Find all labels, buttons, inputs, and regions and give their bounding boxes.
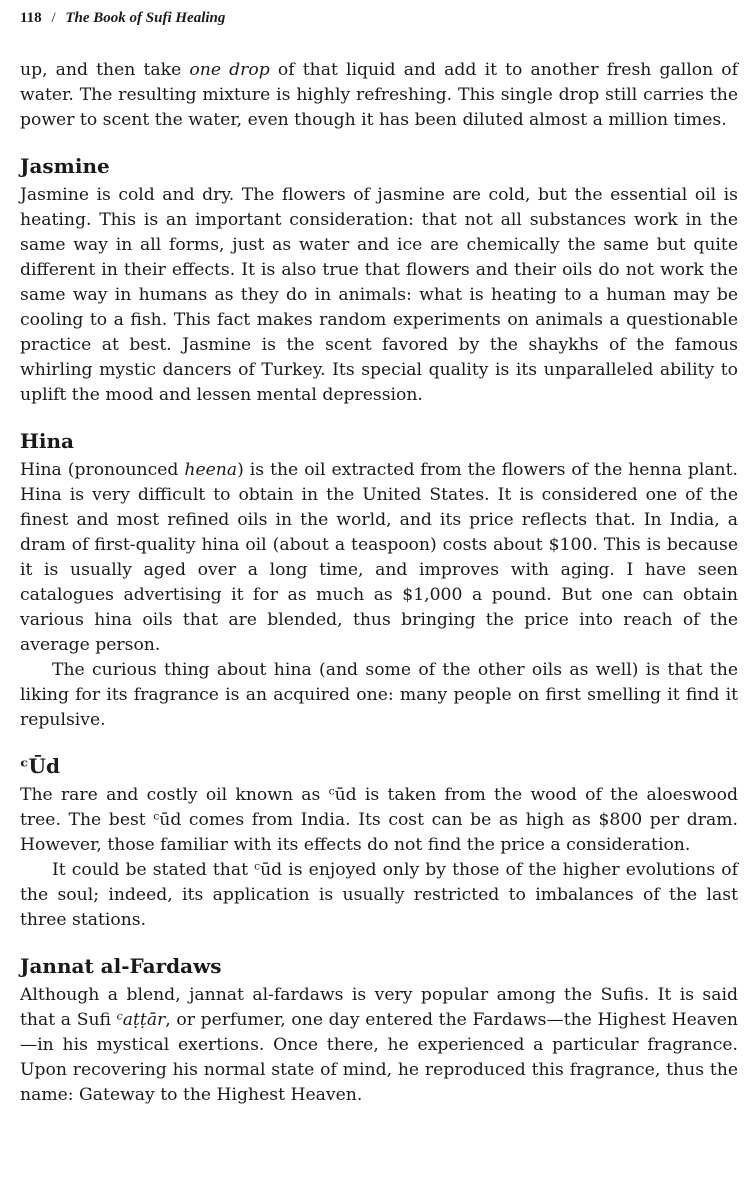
hina-text-end: ) is the oil extracted from the flowers of the henna plant. Hina is very difficult to obtain in the United States. It is considered one of the finest and most refined oils in the world, and its price reflects that. In India, a dram of first-quality hina oil (about a teaspoon) costs about $100. This is because it is usually aged over a long time, and improves with aging. I have seen catalogues advertising it for as much as $1,000 a pound. But one can obtain various hina oils that are blended, thus bringing the price into reach of the average person. [20,460,738,655]
book-title: The Book of Sufi Healing [65,10,226,26]
heading-jannat: Jannat al-Fardaws [20,954,222,978]
hina-paragraph-2: The curious thing about hina (and some of the other oils as well) is that the liking for its fragrance is an acquired one: many people on first smelling it find it repulsive. [20,660,738,730]
hina-text-start: Hina (pronounced [20,460,185,480]
oud-paragraph-2: It could be stated that ᶜūd is enjoyed only by those of the higher evolutions of the soul; indeed, its application is usually restricted to imbalances of the last three stations. [20,860,738,930]
running-head [20,10,225,27]
section-oud [20,753,738,933]
section-jasmine [20,153,738,408]
section-hina [20,428,738,733]
header-separator: / [51,10,56,26]
heading-hina: Hina [20,429,74,453]
page-content [20,58,738,1108]
intro-text-start: up, and then take [20,60,190,80]
intro-emphasis: one drop [189,60,270,80]
oud-paragraph-1: The rare and costly oil known as ᶜūd is taken from the wood of the aloeswood tree. The best ᶜūd comes from India. Its cost can be as high as $800 per dram. However, those familiar with its effects do not find the price a consideration. [20,785,738,855]
hina-paragraph-1 [20,458,738,658]
jasmine-paragraph: Jasmine is cold and dry. The flowers of jasmine are cold, but the essential oil is heating. This is an important consideration: that not all substances work in the same way in all forms, just as water and ice are chemically the same but quite different in their effects. It is also true that flowers and their oils do not work the same way in humans as they do in animals: what is heating to a human may be cooling to a fish. This fact makes random experiments on animals a questionable practice at best. Jasmine is the scent favored by the shaykhs of the famous whirling mystic dancers of Turkey. Its special quality is its unparalleled ability to uplift the mood and lessen mental depression. [20,185,738,405]
jannat-text-end: , or perfumer, one day entered the Fardaws—the Highest Heaven—in his mystical exertions. Once there, he experienced a particular fragrance. Upon recovering his normal state of mind, he reproduced this fragrance, thus the name: Gateway to the Highest Heaven. [20,1010,738,1105]
intro-paragraph [20,58,738,133]
intro-text-end: of that liquid and add it to another fresh gallon of water. The resulting mixture is highly refreshing. This single drop still carries the power to scent the water, even though it has been diluted almost a million times. [20,60,738,130]
heading-jasmine: Jasmine [20,154,110,178]
page-number: 118 [20,10,42,26]
section-jannat [20,953,738,1108]
jannat-paragraph [20,983,738,1108]
jannat-emphasis: ᶜaṭṭār [116,1010,166,1030]
jannat-text-start: Although a blend, jannat al-fardaws is very popular among the Sufis. It is said that a Sufi [20,985,738,1030]
hina-emphasis: heena [184,460,238,480]
heading-oud: ᶜŪd [20,754,60,778]
